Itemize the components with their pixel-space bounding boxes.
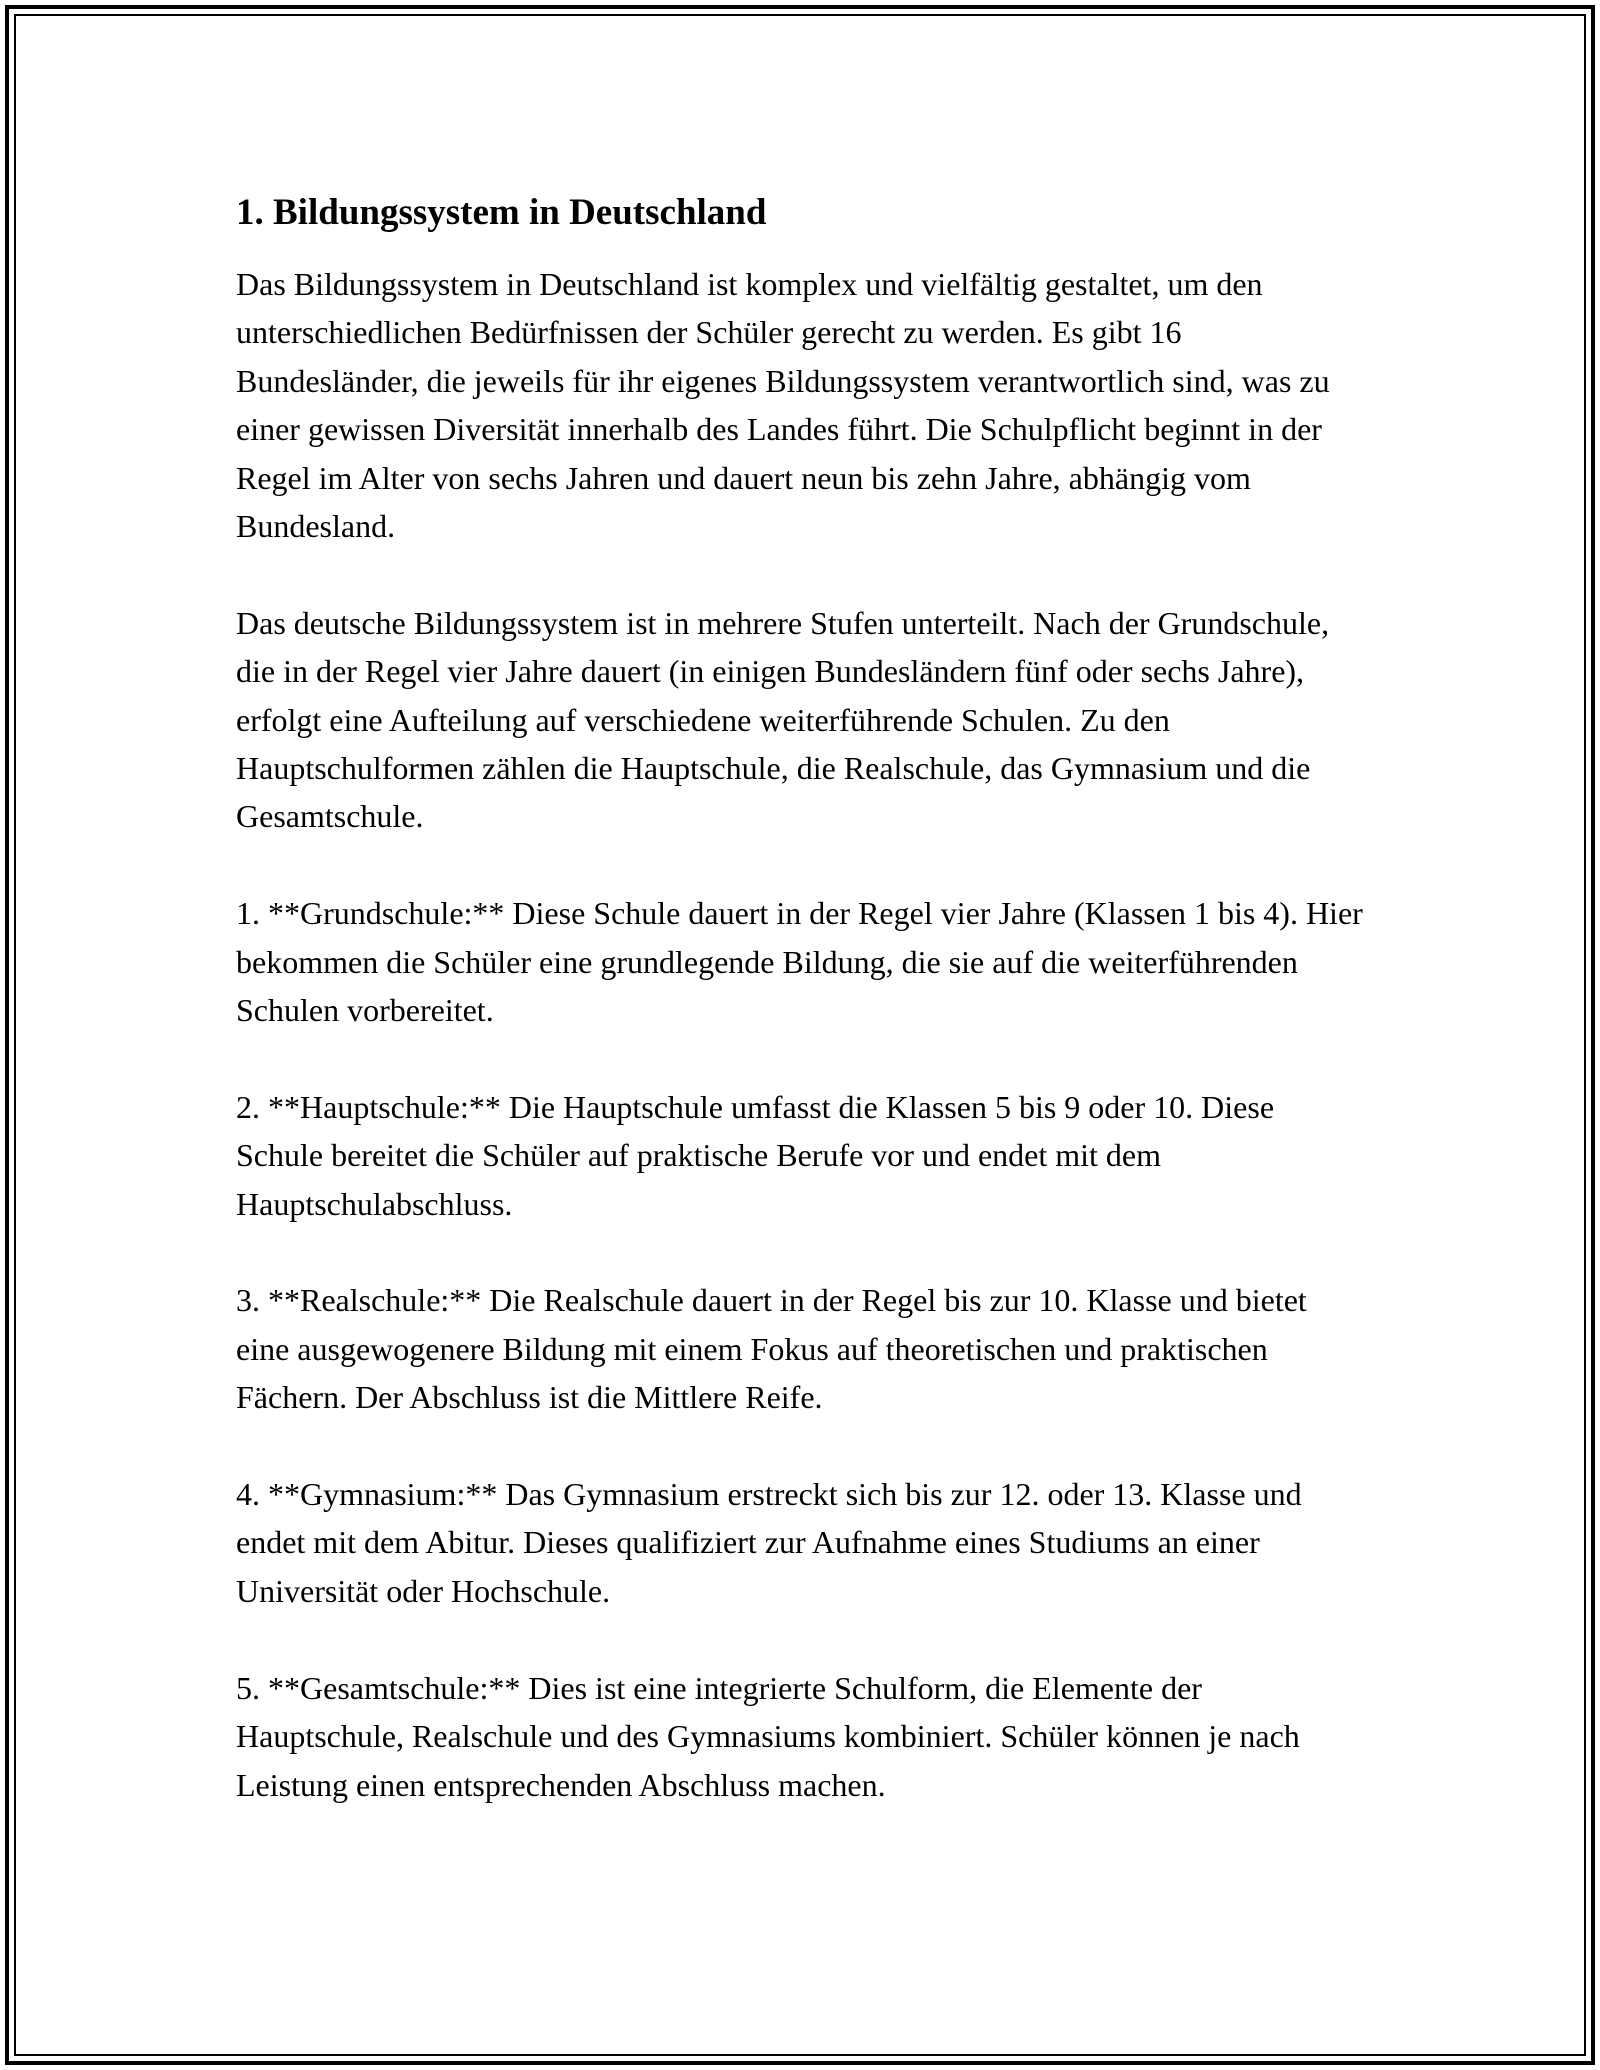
gesamtschule-paragraph: 5. **Gesamtschule:** Dies ist eine integrierte Schulform, die Elemente der Hauptschule, Realschule und des Gymnasiums kombiniert. Schüler können je nach Leistung einen entsprechenden Abschluss machen. <box>236 1669 1300 1803</box>
section-heading: 1. Bildungssystem in Deutschland <box>236 192 767 233</box>
gymnasium-paragraph: 4. **Gymnasium:** Das Gymnasium erstreckt sich bis zur 12. oder 13. Klasse und endet mit dem Abitur. Dieses qualifiziert zur Aufnahme eines Studiums an einer Universität oder Hochschule. <box>236 1476 1302 1609</box>
overview-paragraph: Das deutsche Bildungssystem ist in mehrere Stufen unterteilt. Nach der Grundschule, die in der Regel vier Jahre dauert (in einigen Bundesländern fünf oder sechs Jahre), erfolgt eine Aufteilung auf verschiedene weiterführende Schulen. Zu den Hauptschulformen zählen die Hauptschule, die Realschule, das Gymnasium und die Gesamtschule. <box>236 604 1330 835</box>
realschule-paragraph: 3. **Realschule:** Die Realschule dauert in der Regel bis zur 10. Klasse und bietet eine ausgewogenere Bildung mit einem Fokus auf theoretischen und praktischen Fächern. Der Abschluss ist die Mittlere Reife. <box>236 1282 1307 1416</box>
hauptschule-paragraph: 2. **Hauptschule:** Die Hauptschule umfasst die Klassen 5 bis 9 oder 10. Diese Schule bereitet die Schüler auf praktische Berufe vor und endet mit dem Hauptschulabschluss. <box>236 1088 1275 1222</box>
grundschule-paragraph: 1. **Grundschule:** Diese Schule dauert in der Regel vier Jahre (Klassen 1 bis 4). Hier bekommen die Schüler eine grundlegende Bildung, die sie auf die weiterführenden Schulen vorbereitet. <box>236 895 1363 1029</box>
intro-paragraph: Das Bildungssystem in Deutschland ist komplex und vielfältig gestaltet, um den unterschiedlichen Bedürfnissen der Schüler gerecht zu werden. Es gibt 16 Bundesländer, die jeweils für ihr eigenes Bildungssystem verantwortlich sind, was zu einer gewissen Diversität innerhalb des Landes führt. Die Schulpflicht beginnt in der Regel im Alter von sechs Jahren und dauert neun bis zehn Jahre, abhängig vom Bundesland. <box>236 266 1330 545</box>
document-body <box>236 186 1366 1809</box>
